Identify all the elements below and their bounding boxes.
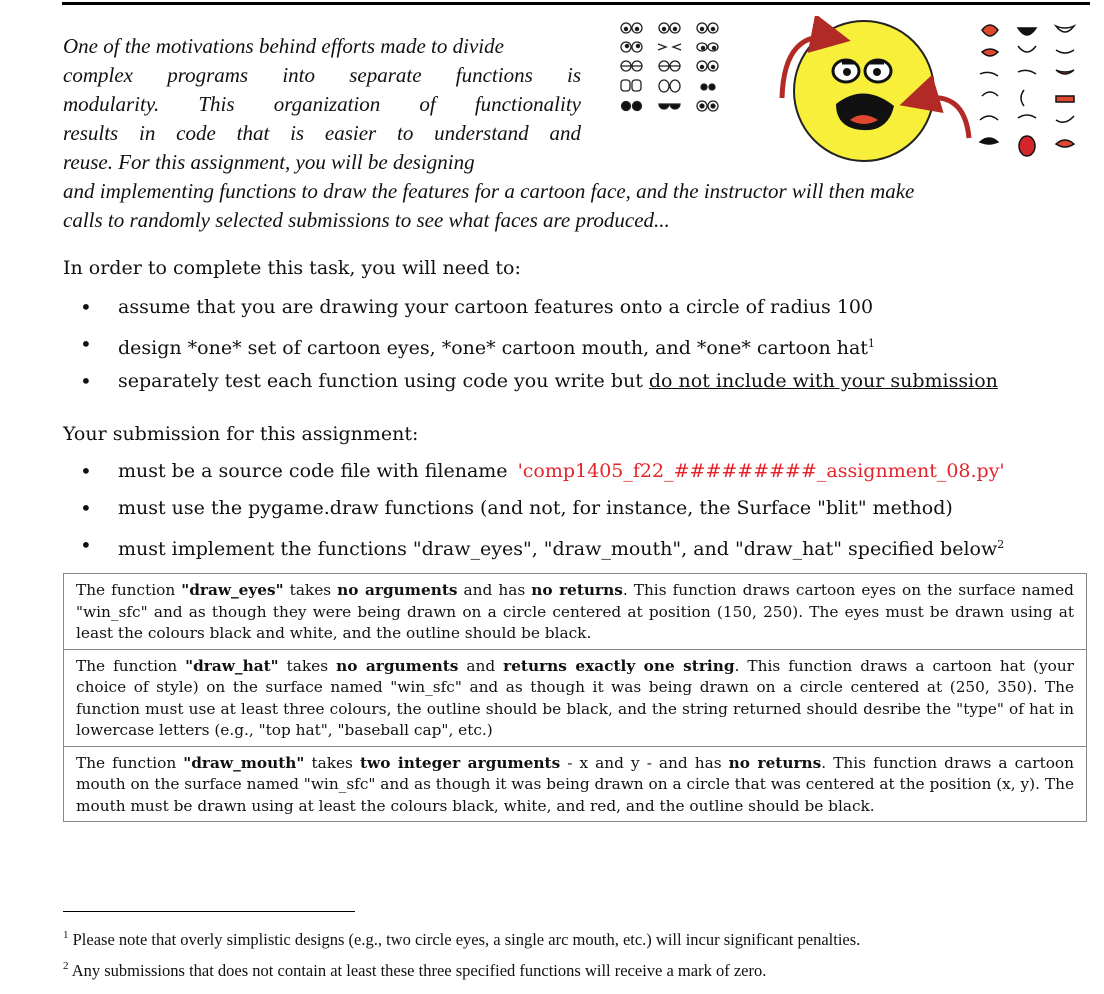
spec-draw-hat: The function "draw_hat" takes no arguments and returns exactly one string. This function draws a cartoon hat (your choice of style) on the surface named "win_sfc" and as though it was being drawn on a circle centered at (250, 350). The function must use at least three colours, the outline should be black, and the string returned should desribe the "type" of hat in lowercase letters (e.g., "top hat", "baseball cap", etc.) [64, 649, 1086, 746]
required-filename: 'comp1405_f22_#########_assignment_08.py' [517, 460, 1005, 482]
list-item: • must be a source code file with filename 'comp1405_f22_#########_assignment_08.py' [80, 457, 1005, 494]
submission-list [80, 457, 1005, 568]
intro-line: One of the motivations behind efforts made to divide [63, 34, 504, 58]
task-heading: In order to complete this task, you will need to: [63, 257, 521, 279]
spec-draw-eyes: The function "draw_eyes" takes no arguments and has no returns. This function draws cartoon eyes on the surface named "win_sfc" and as though they were being drawn on a circle centered at position (150, 250). The eyes must be drawn using at least the colours black and white, and the outline should be black. [76, 581, 1074, 642]
footnotes [63, 922, 1093, 984]
intro-line: calls to randomly selected submissions to see what faces are produced... [63, 208, 670, 232]
intro-paragraph [63, 32, 1093, 235]
intro-line: results in code that is easier to understand and [63, 121, 581, 145]
underlined-text: do not include with your submission [648, 370, 998, 392]
list-item: • must use the pygame.draw functions (and not, for instance, the Surface "blit" method) [80, 494, 1005, 531]
intro-line: complex programs into separate functions is [63, 63, 581, 87]
list-item: • assume that you are drawing your cartoon features onto a circle of radius 100 [80, 293, 998, 330]
spec-draw-mouth: The function "draw_mouth" takes two integer arguments - x and y - and has no returns. This function draws a cartoon mouth on the surface named "win_sfc" and as though it was being drawn on a circle that was centered at the position (x, y). The mouth must be drawn using at least the colours black, white, and red, and the outline should be black. [64, 746, 1086, 822]
footnote-1: $^1$ Please note that overly simplistic designs (e.g., two circle eyes, a single arc mouth, etc.) will incur significant penalties. [63, 929, 861, 949]
footnote-2: $^2$ Any submissions that does not contain at least these three specified functions will receive a mark of zero. [63, 960, 767, 980]
list-item: • separately test each function using code you write but do not include with your submission [80, 367, 998, 404]
footnote-ref[interactable]: 2 [997, 538, 1005, 551]
footnote-rule [63, 911, 355, 912]
top-rule [62, 2, 1090, 5]
task-list [80, 293, 998, 404]
footnote-ref[interactable]: 1 [867, 337, 875, 350]
intro-line: and implementing functions to draw the features for a cartoon face, and the instructor will then make [63, 179, 915, 203]
function-spec-table [63, 573, 1087, 822]
list-item: • design *one* set of cartoon eyes, *one* cartoon mouth, and *one* cartoon hat$^1$ [80, 330, 998, 367]
intro-line: reuse. For this assignment, you will be designing [63, 150, 475, 174]
submission-heading: Your submission for this assignment: [63, 423, 419, 445]
intro-line: modularity. This organization of functionality [63, 92, 581, 116]
list-item: • must implement the functions "draw_eyes", "draw_mouth", and "draw_hat" specified below$^2$ [80, 531, 1005, 568]
